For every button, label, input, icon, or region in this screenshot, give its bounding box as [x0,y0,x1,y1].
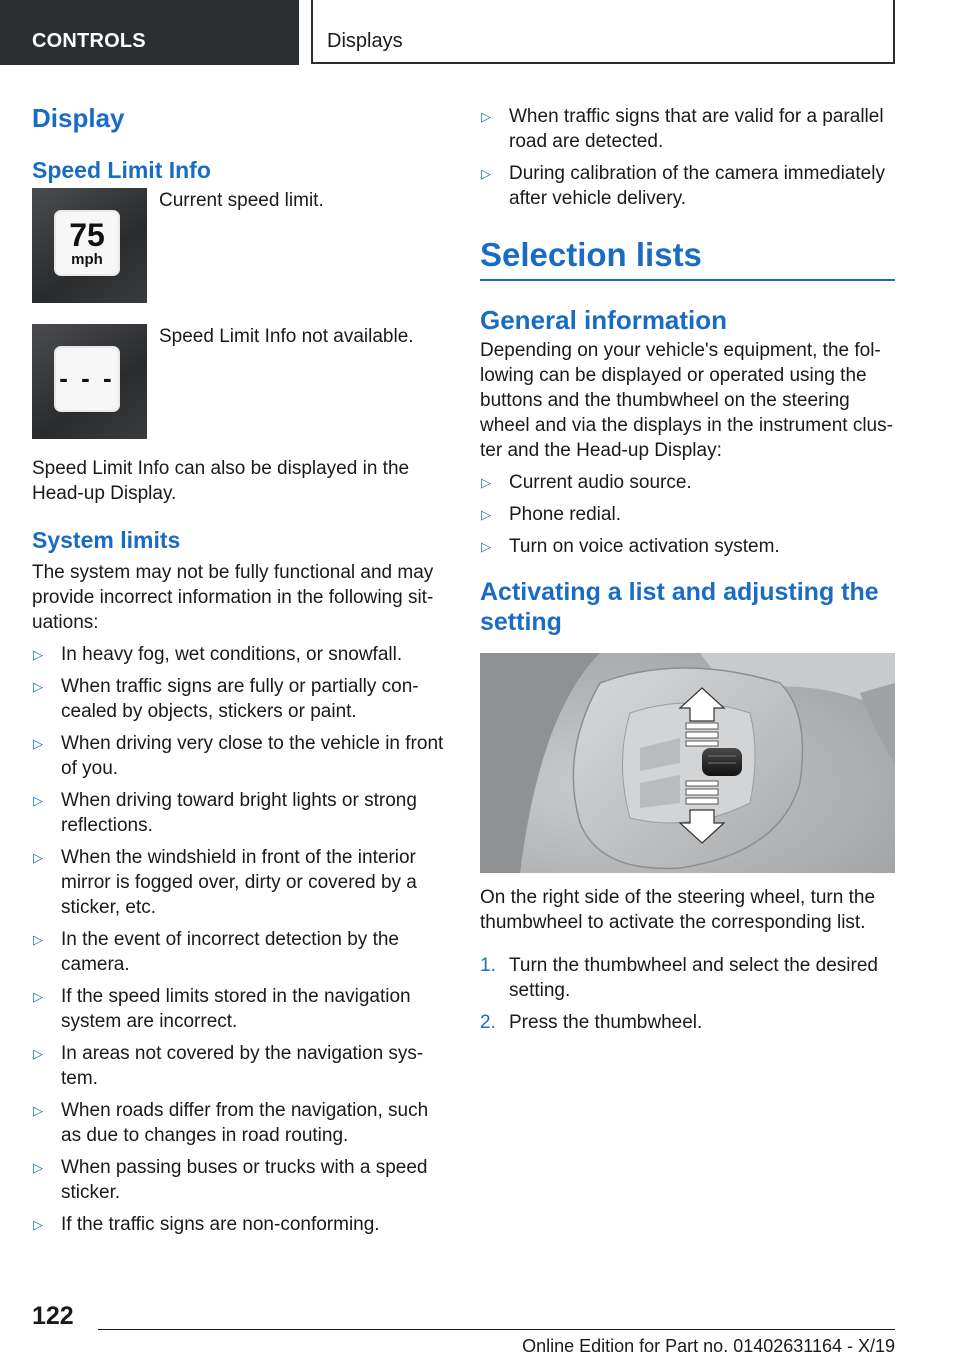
triangle-bullet-icon: ▷ [33,678,43,694]
footer-edition: Online Edition for Part no. 01402631164 - X/19 [522,1336,895,1356]
selection-lists-heading-block [480,235,895,281]
activating-list-heading: Activating a list and adjusting the setting [480,577,879,636]
speed-sign [54,346,120,412]
speed-sign-dashes: - - - [59,363,115,394]
speed-limit-icon-row [32,188,447,304]
list-item: ▷ If the traffic signs are non-conforming. [33,1213,380,1235]
system-limits-intro: The system may not be fully functional and may provide incorrect information in the following sit-uations: [32,561,434,633]
triangle-bullet-icon: ▷ [481,166,491,181]
speed-limit-75-icon [32,188,147,303]
header-section-tab [0,0,299,65]
list-item [480,953,895,1003]
triangle-bullet-icon: ▷ [33,735,43,751]
triangle-bullet-icon: ▷ [33,931,43,947]
list-item: ▷ In heavy fog, wet conditions, or snowfall. [33,643,403,665]
list-item: ▷ When passing buses or trucks with a speed sticker. [33,1156,428,1203]
hud-paragraph: Speed Limit Info can also be displayed in the Head-up Display. [32,458,410,505]
triangle-bullet-icon: ▷ [33,988,43,1004]
list-item: ▷ When the windshield in front of the interior mirror is fogged over, dirty or covered by a sticker, etc. [33,846,417,918]
speed-limit-unavailable-row [32,324,447,440]
list-item [480,1010,895,1035]
triangle-bullet-icon: ▷ [33,792,43,808]
triangle-bullet-icon: ▷ [481,506,491,522]
triangle-bullet-icon: ▷ [33,646,43,662]
system-limits-heading: System limits [32,527,181,554]
triangle-bullet-icon: ▷ [33,1216,43,1232]
steps-list [480,953,895,1035]
triangle-bullet-icon: ▷ [33,1159,43,1175]
speed-limit-unavailable-icon [32,324,147,439]
step-number: 1. [480,954,496,976]
triangle-bullet-icon: ▷ [33,849,43,865]
triangle-bullet-icon: ▷ [481,474,491,490]
list-item: ▷ When driving toward bright lights or strong reflections. [33,789,417,836]
list-item: ▷ Phone redial. [481,503,621,525]
list-item: ▷ Turn on voice activation system. [481,535,780,557]
selection-lists-heading: Selection lists [480,236,702,273]
display-heading: Display [32,103,125,133]
step-number: 2. [480,1011,496,1033]
left-column [32,100,447,1237]
list-item: ▷ If the speed limits stored in the navigation system are incorrect. [33,985,411,1032]
footer-divider [98,1329,895,1330]
step-text: Press the thumbwheel. [509,1011,703,1033]
triangle-bullet-icon: ▷ [481,109,491,124]
list-item: ▷ When traffic signs are fully or partially con-cealed by objects, stickers or paint. [33,675,419,722]
speed-sign-number: 75 [69,217,105,254]
system-limits-list [32,642,447,1237]
right-column [480,104,895,1035]
list-item: ▷ In areas not covered by the navigation sys-tem. [33,1042,424,1089]
speed-sign-unit: mph [71,251,103,269]
list-item: ▷ When traffic signs that are valid for a parallel road are detected. [481,106,884,152]
list-item: ▷ When roads differ from the navigation, such as due to changes in road routing. [33,1099,429,1146]
list-item: ▷ In the event of incorrect detection by the camera. [33,928,399,975]
icon-caption: Speed Limit Info not available. [159,326,414,348]
triangle-bullet-icon: ▷ [33,1045,43,1061]
list-item: ▷ During calibration of the camera immediately after vehicle delivery. [481,163,885,209]
header-section-label: CONTROLS [32,30,146,52]
general-information-list [480,470,895,559]
speed-sign [54,210,120,276]
steering-wheel-thumbwheel-image [480,653,895,873]
calibration-list [480,104,895,211]
triangle-bullet-icon: ▷ [33,1102,43,1118]
list-item: ▷ When driving very close to the vehicle in front of you. [33,732,444,779]
speed-limit-info-heading: Speed Limit Info [32,157,211,184]
step-text: Turn the thumbwheel and select the desired setting. [509,954,878,1001]
header-chapter-tab [311,0,895,64]
triangle-bullet-icon: ▷ [481,538,491,554]
steering-wheel-illustration [480,653,895,873]
page-number: 122 [32,1302,74,1330]
list-item: ▷ Current audio source. [481,471,692,493]
general-information-text: Depending on your vehicle's equipment, the fol-lowing can be displayed or operated using the buttons and the thumbwheel on the steering wheel and via the displays in the instrument clus-ter and the Head-up Display: [480,339,893,461]
general-information-heading: General information [480,304,728,335]
icon-caption: Current speed limit. [159,190,324,212]
image-caption: On the right side of the steering wheel, turn the thumbwheel to activate the corresponding list. [480,886,876,933]
header-chapter-label: Displays [327,30,403,52]
